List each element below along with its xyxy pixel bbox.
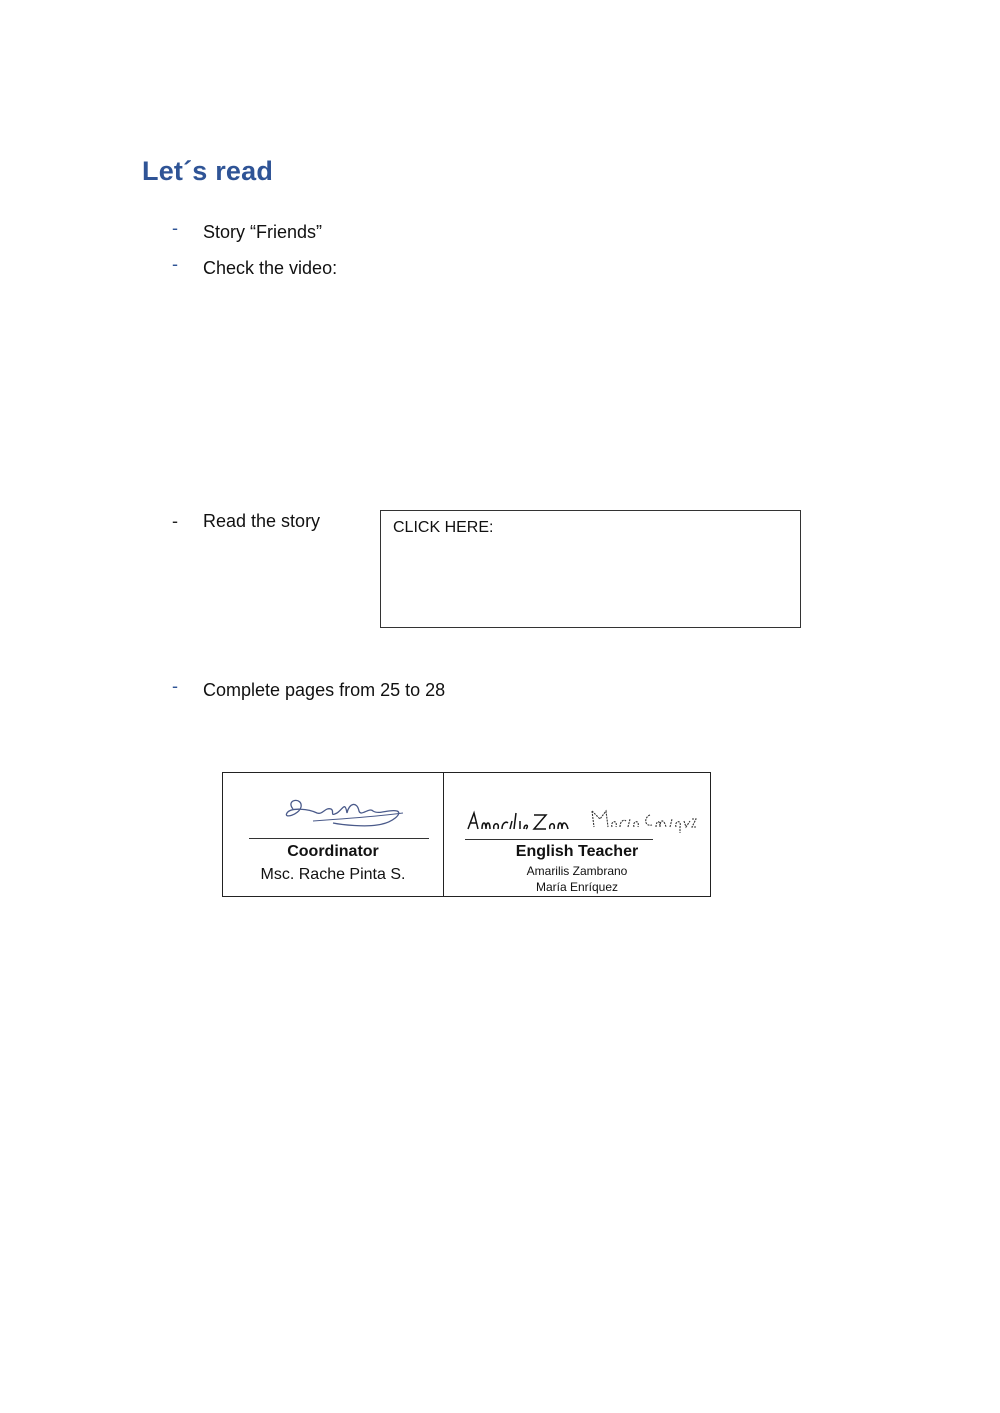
coordinator-signature	[273, 793, 413, 833]
signature-cell-teacher	[444, 773, 710, 896]
bullet-dash: -	[172, 254, 178, 274]
teacher-title: English Teacher	[515, 843, 639, 860]
list-item-text: Check the video:	[203, 258, 338, 278]
teacher-name-2: María Enríquez	[535, 880, 619, 894]
signature-table	[222, 772, 711, 897]
coordinator-name: Msc. Rache Pinta S.	[260, 866, 406, 883]
list-item-text: Complete pages from 25 to 28	[203, 680, 446, 700]
signature-line	[465, 839, 653, 840]
click-here-label[interactable]: CLICK HERE:	[393, 519, 494, 536]
click-here-box[interactable]	[380, 510, 801, 628]
bullet-dash: -	[172, 676, 178, 696]
list-item-text: Read the story	[203, 511, 321, 531]
teacher-signature-1	[464, 807, 574, 837]
coordinator-title: Coordinator	[287, 843, 379, 860]
signature-line	[249, 838, 429, 839]
signature-cell-coordinator	[223, 773, 444, 896]
page-title: Let´s read	[142, 156, 274, 186]
bullet-dash: -	[172, 218, 178, 238]
list-item-complete-pages	[172, 678, 445, 702]
list-item-story	[172, 220, 322, 244]
list-item-check-video	[172, 256, 337, 280]
teacher-signature-2	[588, 805, 698, 835]
bullet-dash: -	[172, 511, 178, 531]
teacher-name-1: Amarilis Zambrano	[526, 864, 628, 878]
list-item-text: Story “Friends”	[203, 222, 323, 242]
list-item-read-story	[172, 509, 320, 533]
